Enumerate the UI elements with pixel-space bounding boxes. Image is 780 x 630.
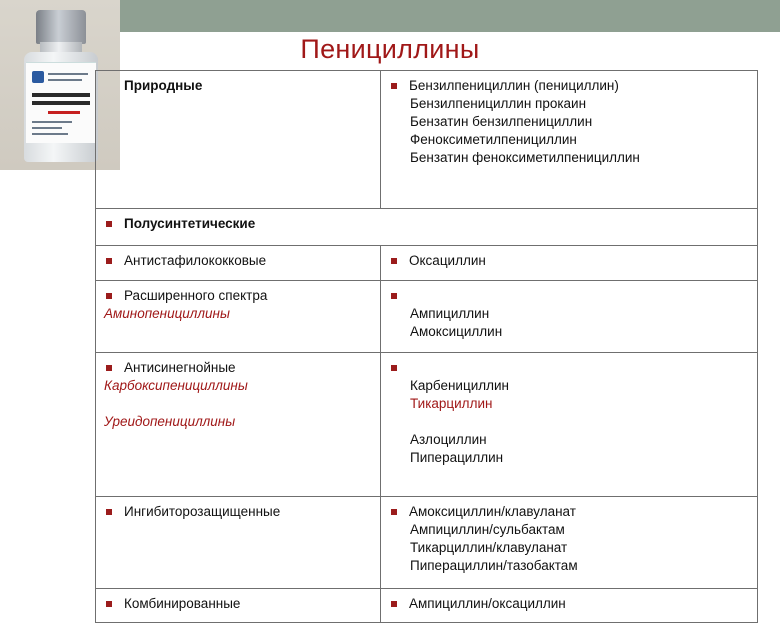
drug-item: Феноксиметилпенициллин — [410, 132, 577, 147]
drug-item: Ампициллин/сульбактам — [410, 522, 565, 537]
drug-item: Ампициллин/оксациллин — [409, 596, 566, 611]
bullet-icon — [391, 365, 397, 371]
drug-item: Амоксициллин/клавуланат — [409, 504, 576, 519]
drugs-cell — [381, 497, 758, 589]
drugs-cell — [381, 246, 758, 281]
bullet-icon — [391, 509, 397, 515]
bullet-icon — [106, 601, 112, 607]
drug-item: Тикарциллин — [410, 396, 493, 411]
category-cell — [96, 589, 381, 623]
category-cell — [96, 497, 381, 589]
drug-item: Карбенициллин — [410, 378, 509, 393]
subcategory-label: Аминопенициллины — [104, 306, 230, 321]
penicillin-table — [95, 70, 758, 623]
bullet-icon — [391, 83, 397, 89]
bullet-icon — [391, 258, 397, 264]
drug-item: Бензатин феноксиметилпенициллин — [410, 150, 640, 165]
category-label: Комбинированные — [124, 596, 241, 611]
category-label: Антистафилококковые — [124, 253, 267, 268]
drug-item: Ампициллин — [410, 306, 490, 321]
drug-item: Бензилпенициллин прокаин — [410, 96, 587, 111]
category-cell — [96, 246, 381, 281]
bullet-icon — [391, 601, 397, 607]
page-title: Пенициллины — [300, 34, 480, 64]
category-cell — [96, 281, 381, 353]
drugs-cell — [381, 71, 758, 209]
drug-item: Азлоциллин — [410, 432, 487, 447]
bullet-icon — [106, 258, 112, 264]
table-row — [96, 209, 758, 246]
drug-item: Тикарциллин/клавуланат — [410, 540, 568, 555]
cross-icon — [32, 71, 44, 83]
table-row — [96, 281, 758, 353]
table-row — [96, 246, 758, 281]
drug-item: Бензилпенициллин (пенициллин) — [409, 78, 619, 93]
drug-item: Пиперациллин/тазобактам — [410, 558, 578, 573]
category-label: Антисинегнойные — [124, 360, 236, 375]
vial-label — [26, 62, 96, 143]
category-label: Природные — [124, 78, 203, 93]
category-label: Ингибиторозащищенные — [124, 504, 281, 519]
drugs-cell — [381, 353, 758, 497]
table-row — [96, 71, 758, 209]
table-row — [96, 497, 758, 589]
bullet-icon — [106, 83, 112, 89]
table-row — [96, 589, 758, 623]
drugs-cell — [381, 281, 758, 353]
bullet-icon — [106, 365, 112, 371]
bullet-icon — [106, 293, 112, 299]
drug-item: Оксациллин — [409, 253, 486, 268]
drug-item: Амоксициллин — [410, 324, 503, 339]
category-label: Полусинтетические — [124, 216, 256, 231]
category-cell — [96, 209, 758, 246]
bullet-icon — [391, 293, 397, 299]
category-label: Расширенного спектра — [124, 288, 268, 303]
category-cell — [96, 71, 381, 209]
subcategory-label: Уреидопенициллины — [104, 414, 236, 429]
bullet-icon — [106, 221, 112, 227]
subcategory-label: Карбоксипенициллины — [104, 378, 248, 393]
bullet-icon — [106, 509, 112, 515]
table-row — [96, 353, 758, 497]
category-cell — [96, 353, 381, 497]
drugs-cell — [381, 589, 758, 623]
drug-item: Пиперациллин — [410, 450, 504, 465]
drug-item: Бензатин бензилпенициллин — [410, 114, 593, 129]
